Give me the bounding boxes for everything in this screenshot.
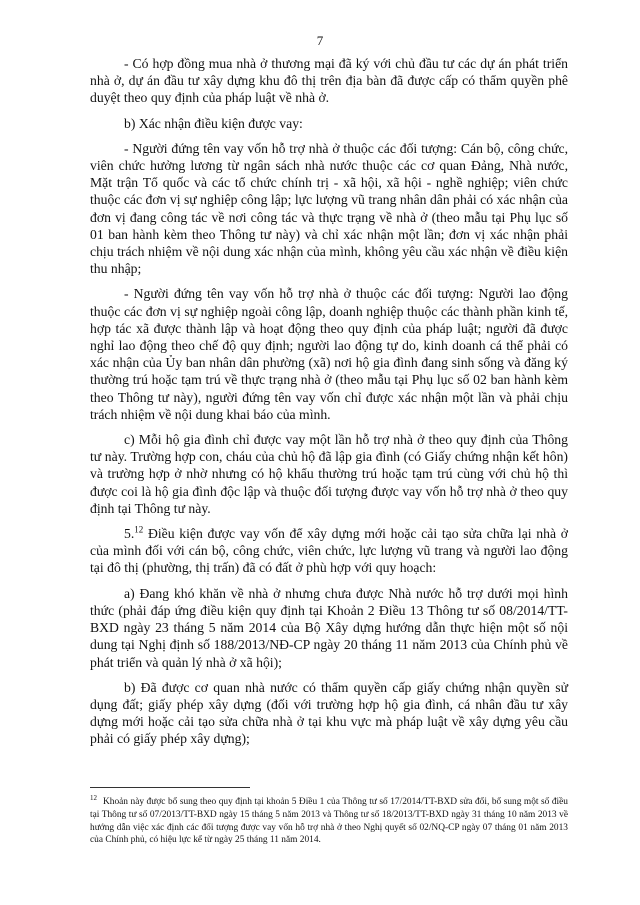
paragraph: b) Đã được cơ quan nhà nước có thẩm quyền cấp giấy chứng nhận quyền sử dụng đất; giấy phép xây dựng (đối với trường hợp hộ gia đình, cá nhân đầu tư xây dựng mới hoặc cải tạo sửa chữa nhà ở tại khu vực mà pháp luật về xây dựng yêu cầu phải có giấy phép xây dựng);	[90, 679, 568, 747]
document-body	[90, 55, 568, 756]
paragraph-5	[90, 525, 568, 577]
footnote-mark: 12	[90, 793, 97, 802]
paragraph: c) Mỗi hộ gia đình chỉ được vay một lần hỗ trợ nhà ở theo quy định của Thông tư này. Trường hợp con, cháu của chủ hộ đã lập gia đình (có Giấy chứng nhận kết hôn) và trường hợp ở nhờ nhưng có hộ khẩu thường trú hoặc tạm trú cùng với chủ hộ thì được coi là hộ gia đình độc lập và thuộc đối tượng được vay vốn hỗ trợ nhà ở theo quy định tại Thông tư này.	[90, 432, 568, 516]
paragraph: b) Xác nhận điều kiện được vay:	[124, 115, 303, 131]
footnote-divider	[90, 787, 250, 788]
footnote	[90, 793, 568, 847]
page-number: 7	[316, 33, 324, 48]
paragraph: - Người đứng tên vay vốn hỗ trợ nhà ở thuộc các đối tượng: Cán bộ, công chức, viên chức hưởng lương từ ngân sách nhà nước thuộc các cơ quan Đảng, Nhà nước, Mặt trận Tổ quốc và các tổ chức chính trị - xã hội, xã hội - nghề nghiệp; viên chức thuộc các đơn vị sự nghiệp công lập; lực lượng vũ trang nhân dân phải có xác nhận của đơn vị đang công tác về nơi công tác và thực trạng về nhà ở (theo mẫu tại Phụ lục số 01 ban hành kèm theo Thông tư này) và chỉ xác nhận một lần; đơn vị xác nhận phải chịu trách nhiệm về nội dung xác nhận của mình, không yêu cầu xác nhận về điều kiện thu nhập;	[90, 140, 568, 277]
paragraph: - Có hợp đồng mua nhà ở thương mại đã ký với chủ đầu tư các dự án phát triển nhà ở, dự án đầu tư xây dựng khu đô thị trên địa bàn đã được cấp có thẩm quyền phê duyệt theo quy định của pháp luật về nhà ở.	[90, 56, 568, 106]
paragraph-text: Điều kiện được vay vốn để xây dựng mới hoặc cải tạo sửa chữa lại nhà ở của mình đối với cán bộ, công chức, viên chức, lực lượng vũ trang và người lao động tại đô thị (phường, thị trấn) đã có đất ở phù hợp với quy hoạch:	[90, 526, 568, 576]
paragraph: a) Đang khó khăn về nhà ở nhưng chưa được Nhà nước hỗ trợ dưới mọi hình thức (phải đáp ứng điều kiện quy định tại Khoản 2 Điều 13 Thông tư số 08/2014/TT-BXD ngày 23 tháng 5 năm 2014 của Bộ Xây dựng hướng dẫn thực hiện một số nội dung tại Nghị định số 188/2013/NĐ-CP ngày 20 tháng 11 năm 2013 của Chính phủ về phát triển và quản lý nhà ở xã hội);	[90, 585, 568, 670]
paragraph: - Người đứng tên vay vốn hỗ trợ nhà ở thuộc các đối tượng: Người lao động thuộc các đơn vị sự nghiệp ngoài công lập, doanh nghiệp thuộc các thành phần kinh tế, hợp tác xã được thành lập và hoạt động theo quy định của pháp luật; người đã được nghỉ lao động theo chế độ quy định; người lao động tự do, kinh doanh cá thể phải có xác nhận của Ủy ban nhân dân phường (xã) nơi hộ gia đình đang sinh sống và đăng ký thường trú hoặc tạm trú về thực trạng nhà ở (theo mẫu tại Phụ lục số 02 ban hành kèm theo Thông tư này), người đứng tên vay vốn chỉ được xác nhận một lần và phải chịu trách nhiệm về nội dung khai báo của mình.	[90, 286, 568, 422]
footnote-reference[interactable]: 12	[134, 524, 144, 535]
footnote-text: Khoản này được bổ sung theo quy định tại khoản 5 Điều 1 của Thông tư số 17/2014/TT-BXD sửa đổi, bổ sung một số điều tại Thông tư số 07/2013/TT-BXD ngày 15 tháng 5 năm 2013 và Thông tư số 18/2013/TT-BXD ngày 31 tháng 10 năm 2013 về hướng dẫn việc xác định các đối tượng được vay vốn hỗ trợ nhà ở theo Nghị quyết số 02/NQ-CP ngày 07 tháng 01 năm 2013 của Chính phủ, có hiệu lực kể từ ngày 25 tháng 11 năm 2014.	[90, 797, 568, 846]
paragraph-number: 5.	[124, 526, 135, 542]
